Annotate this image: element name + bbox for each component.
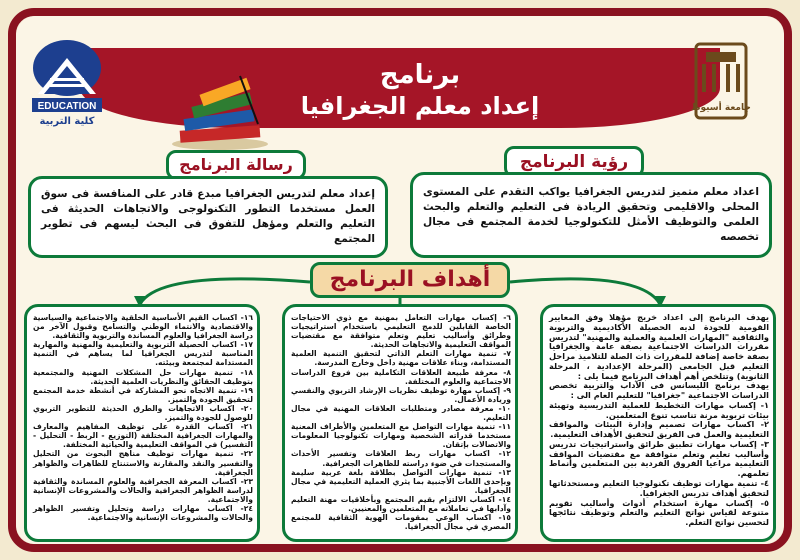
vision-text: اعداد معلم متميز لتدريس الجغرافيا يواكب التقدم على المستوى المحلى والاقليمى وتحقيق الريادة فى التعليم والتعلم والبحث العلمى والتوظيف الأمثل للتكنولوجيا لخدمة المجتمع فى مجال تخصصه (423, 186, 759, 243)
mission-box (28, 176, 388, 258)
logo-text-education: EDUCATION (37, 101, 97, 112)
vision-label: رؤية البرنامج (504, 146, 644, 178)
education-faculty-logo (28, 38, 106, 130)
goals-label: أهداف البرنامج (310, 262, 510, 298)
title-line-1: برنامج (379, 60, 461, 90)
goals-right-text: يهدف البرنامج إلى اعداد خريج مؤهلا وفق المعايير القومية للجودة لديه الحصيلة الأكاديمية والتربوية والثقافية "المهارات العلمية والعملية والمهنية" لتدريس مقررات الدراسات الاجتماعية بصفة عامة والجغرافيا بصفة خاصة إضافة للمقررات ذات الصلة للتلاميذ مراحل التعليم قبل الجامعى (المرحلة الإعدادية ، المرحلة الثانوية) وتتلخص أهم أهداف البرنامج فيما يلى : يهدف برنامج الليسانس فى الآداب والتربية تخصص الدراسات الاجتماعية "جغرافيا" للتعليم العام الى : ١- إكساب مهارات التخطيط للعملية التدريسية وتهيئة بيئات تربوية مرنة تناسب تنوع المتعلمين. ٢- اكساب مهارات تصميم وإدارة البيئات والمواقف التعليمية والعمل فى الفريق لتحقيق الأهداف التعليمية. ٣- إكساب مهارات تطبيق طرائق واستراتيجيات تدريس وأساليب تعليم وتعلم متوافقة مع مقتضيات المواقف التعليمية مراعيا الفروق الفردية بين المتعلمين وأنماط تعلمهم. ٤- تنمية مهارات توظيف تكنولوجيا التعليم ومستحدثاتها لتحقيق أهداف تدريس الجغرافيا. ٥- إكساب مهارة استخدام أدوات وأساليب تقويم متنوعة لقياس نواتج التعليم والتعلم وتوظيف نتائجها لتحسين نواتج التعلم. (549, 312, 769, 528)
logo-text-faculty: كلية التربية (39, 116, 95, 127)
books-icon (170, 72, 270, 152)
goals-column-middle (282, 304, 518, 542)
logo-text-university: جامعة أسيوط (691, 103, 751, 113)
title-line-2: إعداد معلم الجغرافيا (300, 92, 540, 120)
vision-box (410, 172, 772, 258)
goals-left-text: ١٦- اكساب القيم الأساسية الخلقية والاجتماعية والسياسية والاقتصادية والانتماء الوطني والتسامح وقبول الآخر من دراسة الجغرافيا والعلوم المساندة والتربوية والثقافية. ١٧- اكساب الحصيلة التربوية والتعليمية والمهنية والمهارية المناسبة لتدريس الجغرافيا لما يساهم في التنمية المستدامة لمجتمعة وبيئته. ١٨- تنمية مهارات حل المشكلات المهنية والمجتمعية بتوظيف الحقائق والنظريات العلمية الحديثة. ١٩- تنمية الاتجاه نحو المشاركة في أنشطة خدمة المجتمع لتحقيق الجودة والتميز. ٢٠- اكساب الاتجاهات والطرق الحديثة للتطوير التربوي للوصول للجودة والتميز. ٢١- اكساب القدرة على توظيف المفاهيم والمعارف والمهارات الجغرافية المختلفة (التوزيع - الربط - التحليل - التفسير) في المواقف التعليمية والحياتية المختلفة. ٢٢- تنمية مهارات توظيف مناهج البحوث من التحليل والتفسير والنقد والمقارنة والاستنتاج للظاهرات والظواهر الجغرافية. ٢٣- اكساب المعرفة الجغرافية والعلوم المساندة والثقافية لدراسة الظواهر الجغرافية والحالات والمشروعات الإنسانية والاجتماعية. ٢٤- اكساب مهارات دراسة وتحليل وتفسير الظواهر والحالات والمشروعات الإنسانية والاجتماعية. (33, 313, 253, 523)
goals-column-left (24, 304, 260, 542)
goals-column-right (540, 304, 776, 542)
goals-middle-text: ٦- إكساب مهارات التعامل بمهنية مع ذوي الاحتياجات الخاصة القابلين للدمج التعليمي باستخدام استراتيجيات وطرائق وأساليب تعليم وتعلم متوافقة مع مقتضيات المواقف التعليمية والاتجاهات الحديثة. ٧- تنمية مهارات التعلم الذاتي لتحقيق التنمية العلمية المستدامة، وبناء علاقات مهنية داخل وخارج المدرسة. ٨- معرفة طبيعة العلاقات التكاملية بين فروع الدراسات الاجتماعية والعلوم المختلفة. ٩- إكساب مهارة توظيف نظريات الإرشاد التربوي والنفسي وريادة الأعمال. ١٠- معرفة مصادر ومتطلبات العلاقات المهنية في مجال التعليم. ١١- تنمية مهارات التواصل مع المتعلمين والأطراف المعنية مستخدما قدراته الشخصية ومهارات تكنولوجيا المعلومات والاتصالات بإتقان. ١٢- اكساب مهارات ربط العلاقات وتفسير الأحداث والمستجدات في ضوء دراسته للظاهرات الجغرافية. ١٣- تنمية مهارات التواصل بطلاقة بلغة عربية سليمة وبإحدى اللغات الأجنبية بما يثري العملية التعليمية في مجال الجغرافيا. ١٤- اكساب الالتزام بقيم المجتمع وبأخلاقيات مهنة التعليم وآدابها في تعاملاته مع المتعلمين والمعنيين. ١٥- اكساب الوعي بمقومات الهوية الثقافية للمجتمع المصري في مجال الجغرافيا. (291, 313, 511, 532)
mission-label: رسالة البرنامج (166, 150, 306, 180)
university-logo (690, 38, 752, 124)
mission-text: إعداد معلم لتدريس الجغرافيا مبدع قادر على المنافسة فى سوق العمل مستخدما التطور التكنولوجى والاتجاهات الحديثة فى التعليم والتعلم ومؤهل للتفوق فى البحث ليسهم فى تطوير المجتمع (41, 188, 375, 245)
